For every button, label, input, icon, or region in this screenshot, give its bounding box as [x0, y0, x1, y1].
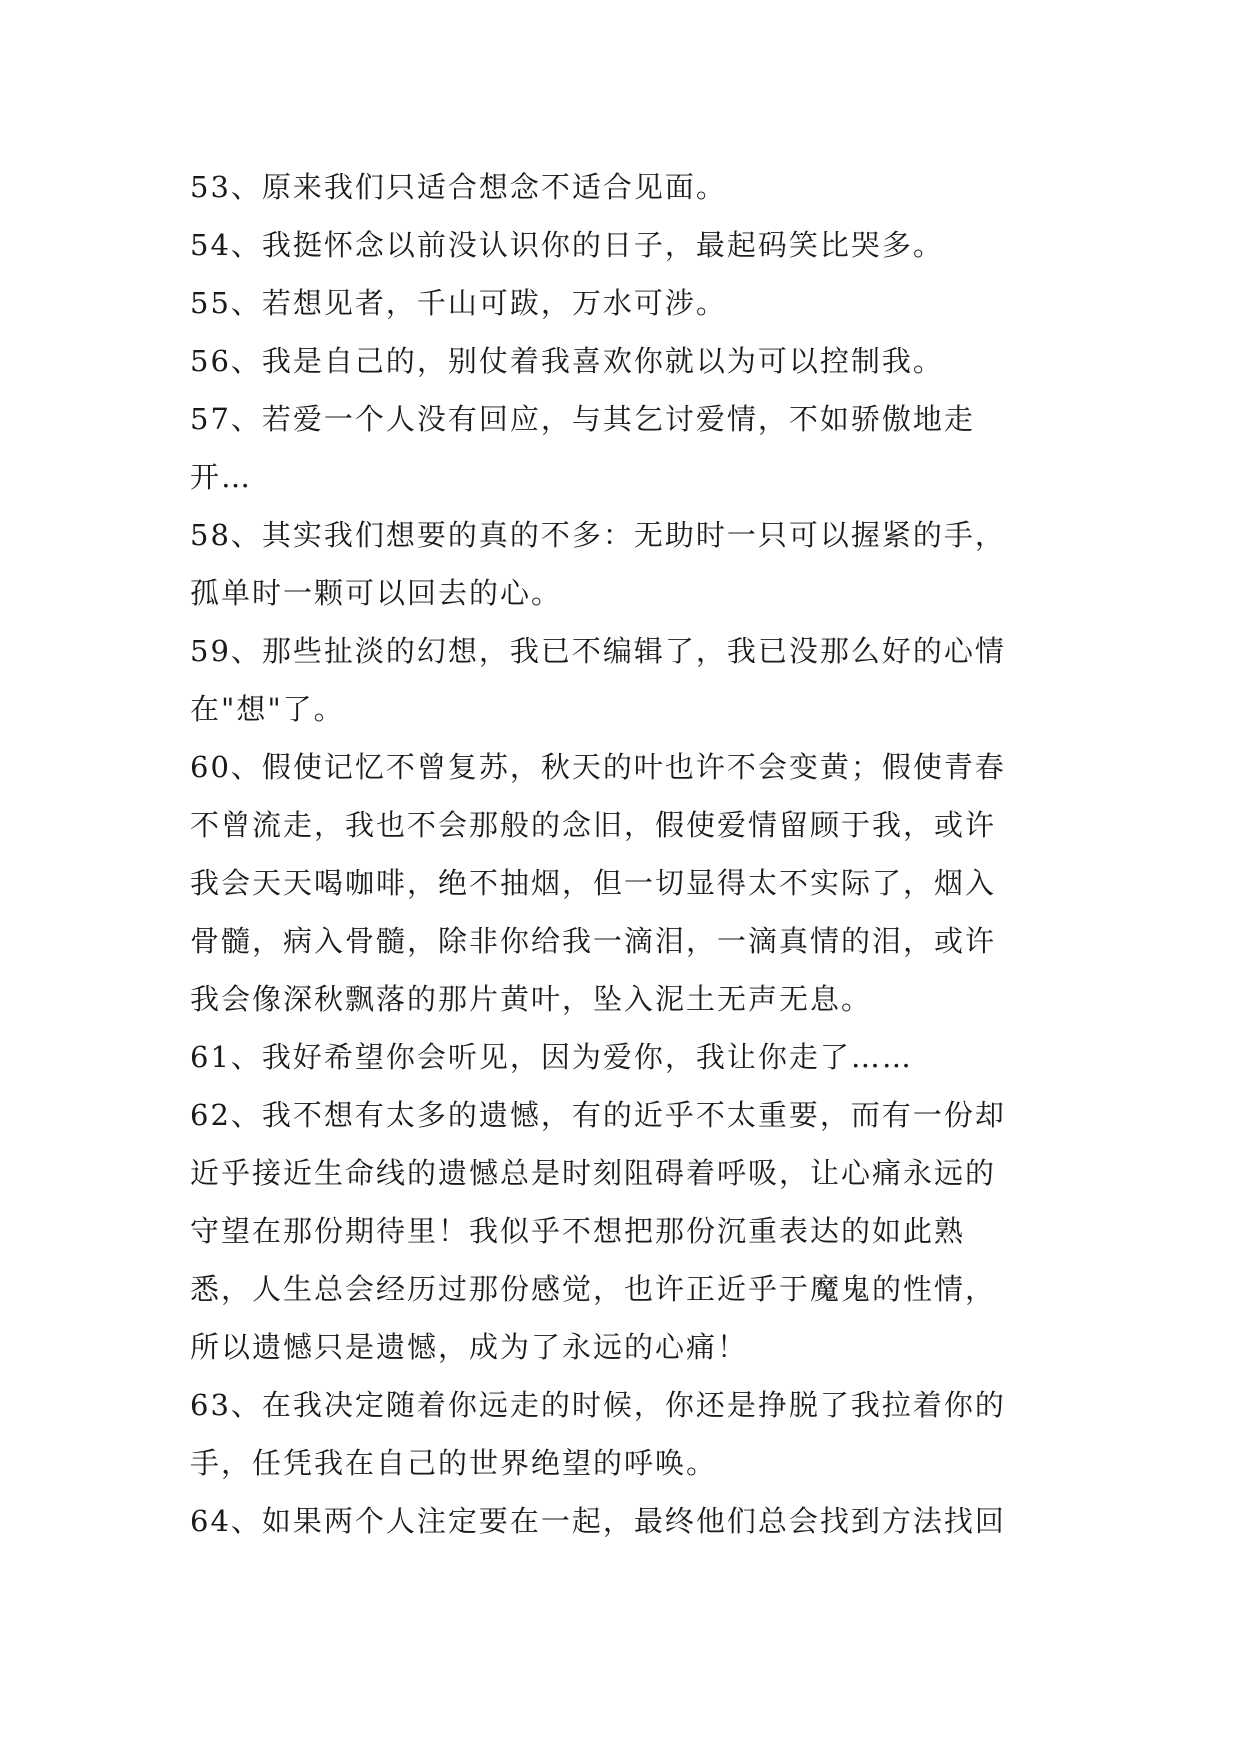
- text-line: 61、我好希望你会听见，因为爱你，我让你走了……: [190, 1040, 913, 1074]
- text-line: 57、若爱一个人没有回应，与其乞讨爱情，不如骄傲地走: [190, 402, 975, 436]
- text-line: 63、在我决定随着你远走的时候，你还是挣脱了我拉着你的: [190, 1388, 1006, 1422]
- text-line: 58、其实我们想要的真的不多：无助时一只可以握紧的手，: [190, 518, 1006, 552]
- text-line: 我会像深秋飘落的那片黄叶，坠入泥土无声无息。: [190, 982, 873, 1016]
- text-line: 我会天天喝咖啡，绝不抽烟，但一切显得太不实际了，烟入: [190, 866, 997, 900]
- text-line: 开…: [190, 460, 253, 494]
- text-line: 53、原来我们只适合想念不适合见面。: [190, 170, 727, 204]
- text-line: 55、若想见者，千山可跋，万水可涉。: [190, 286, 727, 320]
- text-line: 所以遗憾只是遗憾，成为了永远的心痛！: [190, 1330, 749, 1364]
- text-line: 悉，人生总会经历过那份感觉，也许正近乎于魔鬼的性情，: [190, 1272, 997, 1306]
- text-line: 60、假使记忆不曾复苏，秋天的叶也许不会变黄；假使青春: [190, 750, 1006, 784]
- text-line: 56、我是自己的，别仗着我喜欢你就以为可以控制我。: [190, 344, 944, 378]
- text-line: 64、如果两个人注定要在一起，最终他们总会找到方法找回: [190, 1504, 1006, 1538]
- text-line: 62、我不想有太多的遗憾，有的近乎不太重要，而有一份却: [190, 1098, 1006, 1132]
- text-line: 孤单时一颗可以回去的心。: [190, 576, 563, 610]
- text-line: 手，任凭我在自己的世界绝望的呼唤。: [190, 1446, 718, 1480]
- text-line: 54、我挺怀念以前没认识你的日子，最起码笑比哭多。: [190, 228, 944, 262]
- text-line: 59、那些扯淡的幻想，我已不编辑了，我已没那么好的心情: [190, 634, 1006, 668]
- document-body: [190, 158, 1070, 1550]
- text-line: 近乎接近生命线的遗憾总是时刻阻碍着呼吸，让心痛永远的: [190, 1156, 997, 1190]
- text-line: 守望在那份期待里！我似乎不想把那份沉重表达的如此熟: [190, 1214, 966, 1248]
- text-line: 骨髓，病入骨髓，除非你给我一滴泪，一滴真情的泪，或许: [190, 924, 997, 958]
- text-line: 不曾流走，我也不会那般的念旧，假使爱情留顾于我，或许: [190, 808, 997, 842]
- text-line: 在"想"了。: [190, 692, 345, 726]
